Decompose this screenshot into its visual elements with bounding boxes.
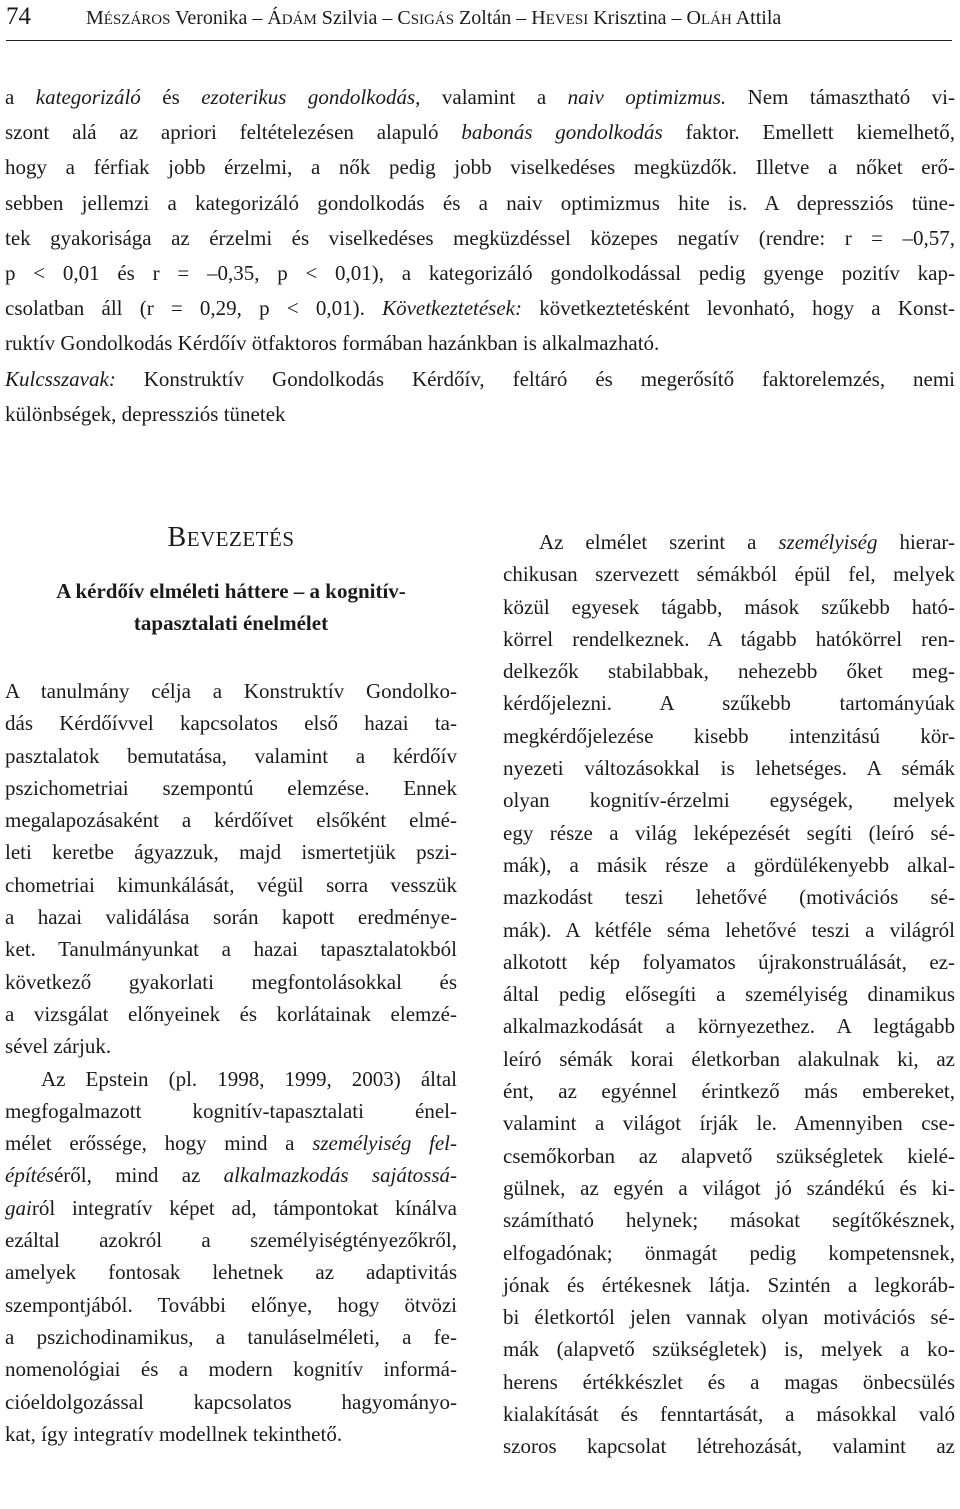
text-line: gairól integratív képet ad, támpontokat kínálva	[5, 1195, 457, 1220]
text-line: pasztalatok bemutatása, valamint a kérdőív	[5, 743, 457, 768]
text-line: csolatban áll (r = 0,29, p < 0,01). Következtetések: következtetésként levonható, hogy a Konst-	[5, 296, 955, 321]
text-line: által pedig elősegíti a személyiség dinamikus	[503, 982, 955, 1007]
text-line: elfogadónak; önmagát pedig kompetensnek,	[503, 1240, 955, 1265]
text-line: közül egyesek tágabb, mások szűkebb ható-	[503, 594, 955, 619]
text-line: különbségek, depressziós tünetek	[5, 401, 286, 426]
text-line: ruktív Gondolkodás Kérdőív ötfaktoros formában hazánkban is alkalmazható.	[5, 331, 660, 356]
text-line: megalapozásaként a kérdőívet elsőként elmé-	[5, 808, 457, 833]
text-line: nyezeti változásokkal is lehetséges. A sémák	[503, 756, 955, 781]
text-line: ket. Tanulmányunkat a hazai tapasztalatokból	[5, 937, 457, 962]
text-line: a vizsgálat előnyeinek és korlátainak elemzé-	[5, 1001, 457, 1026]
author-list: MÉSZÁROS Veronika – ÁDÁM Szilvia – CSIGÁS Zoltán – HEVESI Krisztina – OLÁH Attila	[86, 7, 782, 29]
author-name: MÉSZÁROS Veronika	[86, 7, 248, 29]
text-line: ezáltal azokról a személyiségtényezőkről,	[5, 1228, 457, 1253]
abstract-continuation	[5, 80, 955, 432]
section-title	[5, 520, 457, 557]
text-line: alkotott kép folyamatos újrakonstruálását, ez-	[503, 949, 955, 974]
author-name: CSIGÁS Zoltán	[397, 7, 512, 29]
text-line: jónak és értékesnek látja. Szintén a legkoráb-	[503, 1272, 955, 1297]
text-line: chometriai kimunkálását, végül sorra vesszük	[5, 872, 457, 897]
text-line: Kulcsszavak: Konstruktív Gondolkodás Kérdőív, feltáró és megerősítő faktorelemzés, nemi	[5, 366, 955, 391]
text-line: olyan kognitív-érzelmi egységek, melyek	[503, 788, 955, 813]
text-line: gülnek, az egyén a világot jó szándékú és ki-	[503, 1175, 955, 1200]
subsection-title-line: tapasztalati énelmélet	[133, 611, 329, 635]
text-line: szempontjából. További előnye, hogy ötvözi	[5, 1292, 457, 1317]
text-line: A tanulmány célja a Konstruktív Gondolko-	[5, 679, 457, 703]
text-line: hogy a férfiak jobb érzelmi, a nők pedig jobb viselkedéses megküzdők. Illetve a nőket erő-	[5, 155, 955, 180]
text-line: dás Kérdőívvel kapcsolatos első hazai ta-	[5, 711, 457, 736]
text-line: Az Epstein (pl. 1998, 1999, 2003) által	[41, 1066, 457, 1091]
section-title-initial: B	[167, 522, 187, 553]
text-line: bi életkortól jelen vannak olyan motivációs sé-	[503, 1305, 955, 1330]
text-line: mélet erőssége, hogy mind a személyiség fel-	[5, 1131, 458, 1156]
author-name: OLÁH Attila	[686, 7, 782, 29]
header-rule	[6, 40, 952, 41]
text-line: mák (alapvető szükségletek) is, melyek a ko-	[503, 1337, 955, 1362]
left-column	[5, 520, 457, 1450]
text-line: kialakítását és fenntartását, a másokkal való	[503, 1402, 955, 1427]
author-name: ÁDÁM Szilvia	[267, 7, 378, 29]
text-line: p < 0,01 és r = –0,35, p < 0,01), a kategorizáló gondolkodással pedig gyenge pozitív kap-	[5, 261, 955, 286]
text-line: csemőkorban az alapvető szükségletek kielé-	[503, 1143, 955, 1168]
text-line: herens értékkészlet és a magas önbecsülés	[503, 1369, 955, 1394]
text-line: kérdőjelezni. A szűkebb tartományúak	[503, 691, 955, 716]
text-line: a hazai validálása során kapott eredménye-	[5, 905, 457, 930]
text-line: következő gyakorlati megfontolásokkal és	[5, 969, 457, 994]
text-line: leti keretbe ágyazzuk, majd ismertetjük pszi-	[5, 840, 457, 865]
right-column-body	[503, 526, 955, 1463]
text-line: számítható helynek; másokat segítőkésznek,	[503, 1208, 955, 1233]
section-title-rest: EVEZETÉS	[186, 527, 295, 551]
text-line: delkezők stabilabbak, nehezebb őket meg-	[503, 659, 955, 684]
text-line: tek gyakorisága az érzelmi és viselkedéses megküzdéssel közepes negatív (rendre: r = –0,57,	[5, 225, 955, 250]
text-line: körrel rendelkeznek. A tágabb hatókörrel ren-	[503, 626, 955, 651]
text-line: cióeldolgozással kapcsolatos hagyományo-	[5, 1389, 457, 1414]
text-line: Az elmélet szerint a személyiség hierar-	[539, 530, 955, 554]
text-line: alkalmazkodását a környezethez. A legtágabb	[503, 1014, 955, 1039]
text-line: a kategorizáló és ezoterikus gondolkodás, valamint a naiv optimizmus. Nem támasztható vi-	[5, 85, 955, 109]
text-line: kat, így integratív modellnek tekinthető.	[5, 1421, 343, 1446]
author-name: HEVESI Krisztina	[531, 7, 667, 29]
text-line: szoros kapcsolat létrehozását, valamint az	[503, 1434, 955, 1459]
text-line: a pszichodinamikus, a tanuláselméleti, a fe-	[5, 1324, 457, 1349]
text-line: leíró sémák korai életkorban alakulnak ki, az	[503, 1046, 955, 1071]
text-line: valamint a világot írják le. Amennyiben cse-	[503, 1111, 955, 1136]
text-line: mák). A kétféle séma lehetővé teszi a világról	[503, 917, 955, 942]
text-line: egy része a világ leképezését segíti (leíró sé-	[503, 820, 955, 845]
text-line: ént, az egyénnel érintkező más embereket,	[503, 1079, 955, 1104]
text-line: sével zárjuk.	[5, 1034, 112, 1059]
text-line: mák), a másik része a gördülékenyebb alkal-	[503, 852, 955, 877]
text-line: chikusan szervezett sémákból épül fel, melyek	[503, 562, 955, 587]
left-column-body	[5, 675, 457, 1450]
subsection-title-line: A kérdőív elméleti háttere – a kognitív-	[56, 579, 406, 603]
text-line: pszichometriai szempontú elemzése. Ennek	[5, 775, 457, 800]
text-line: mazkodást teszi lehetővé (motivációs sé-	[503, 885, 955, 910]
text-line: amelyek fontosak lehetnek az adaptivitás	[5, 1260, 457, 1285]
text-line: megfogalmazott kognitív-tapasztalati énel-	[5, 1098, 457, 1123]
text-line: sebben jellemzi a kategorizáló gondolkodás és a naiv optimizmus hite is. A depressziós tüne-	[5, 190, 955, 215]
text-line: szont alá az apriori feltételezésen alapuló babonás gondolkodás faktor. Emellett kiemelhető,	[5, 120, 955, 145]
text-line: nomenológiai és a modern kognitív informá-	[5, 1357, 457, 1382]
text-line: megkérdőjelezése kisebb intenzitású kör-	[503, 723, 955, 748]
text-line: építéséről, mind az alkalmazkodás sajátossá-	[5, 1163, 457, 1188]
subsection-title	[5, 575, 457, 639]
page-number: 74	[6, 3, 31, 30]
running-header	[6, 0, 952, 36]
right-column	[503, 526, 955, 1463]
